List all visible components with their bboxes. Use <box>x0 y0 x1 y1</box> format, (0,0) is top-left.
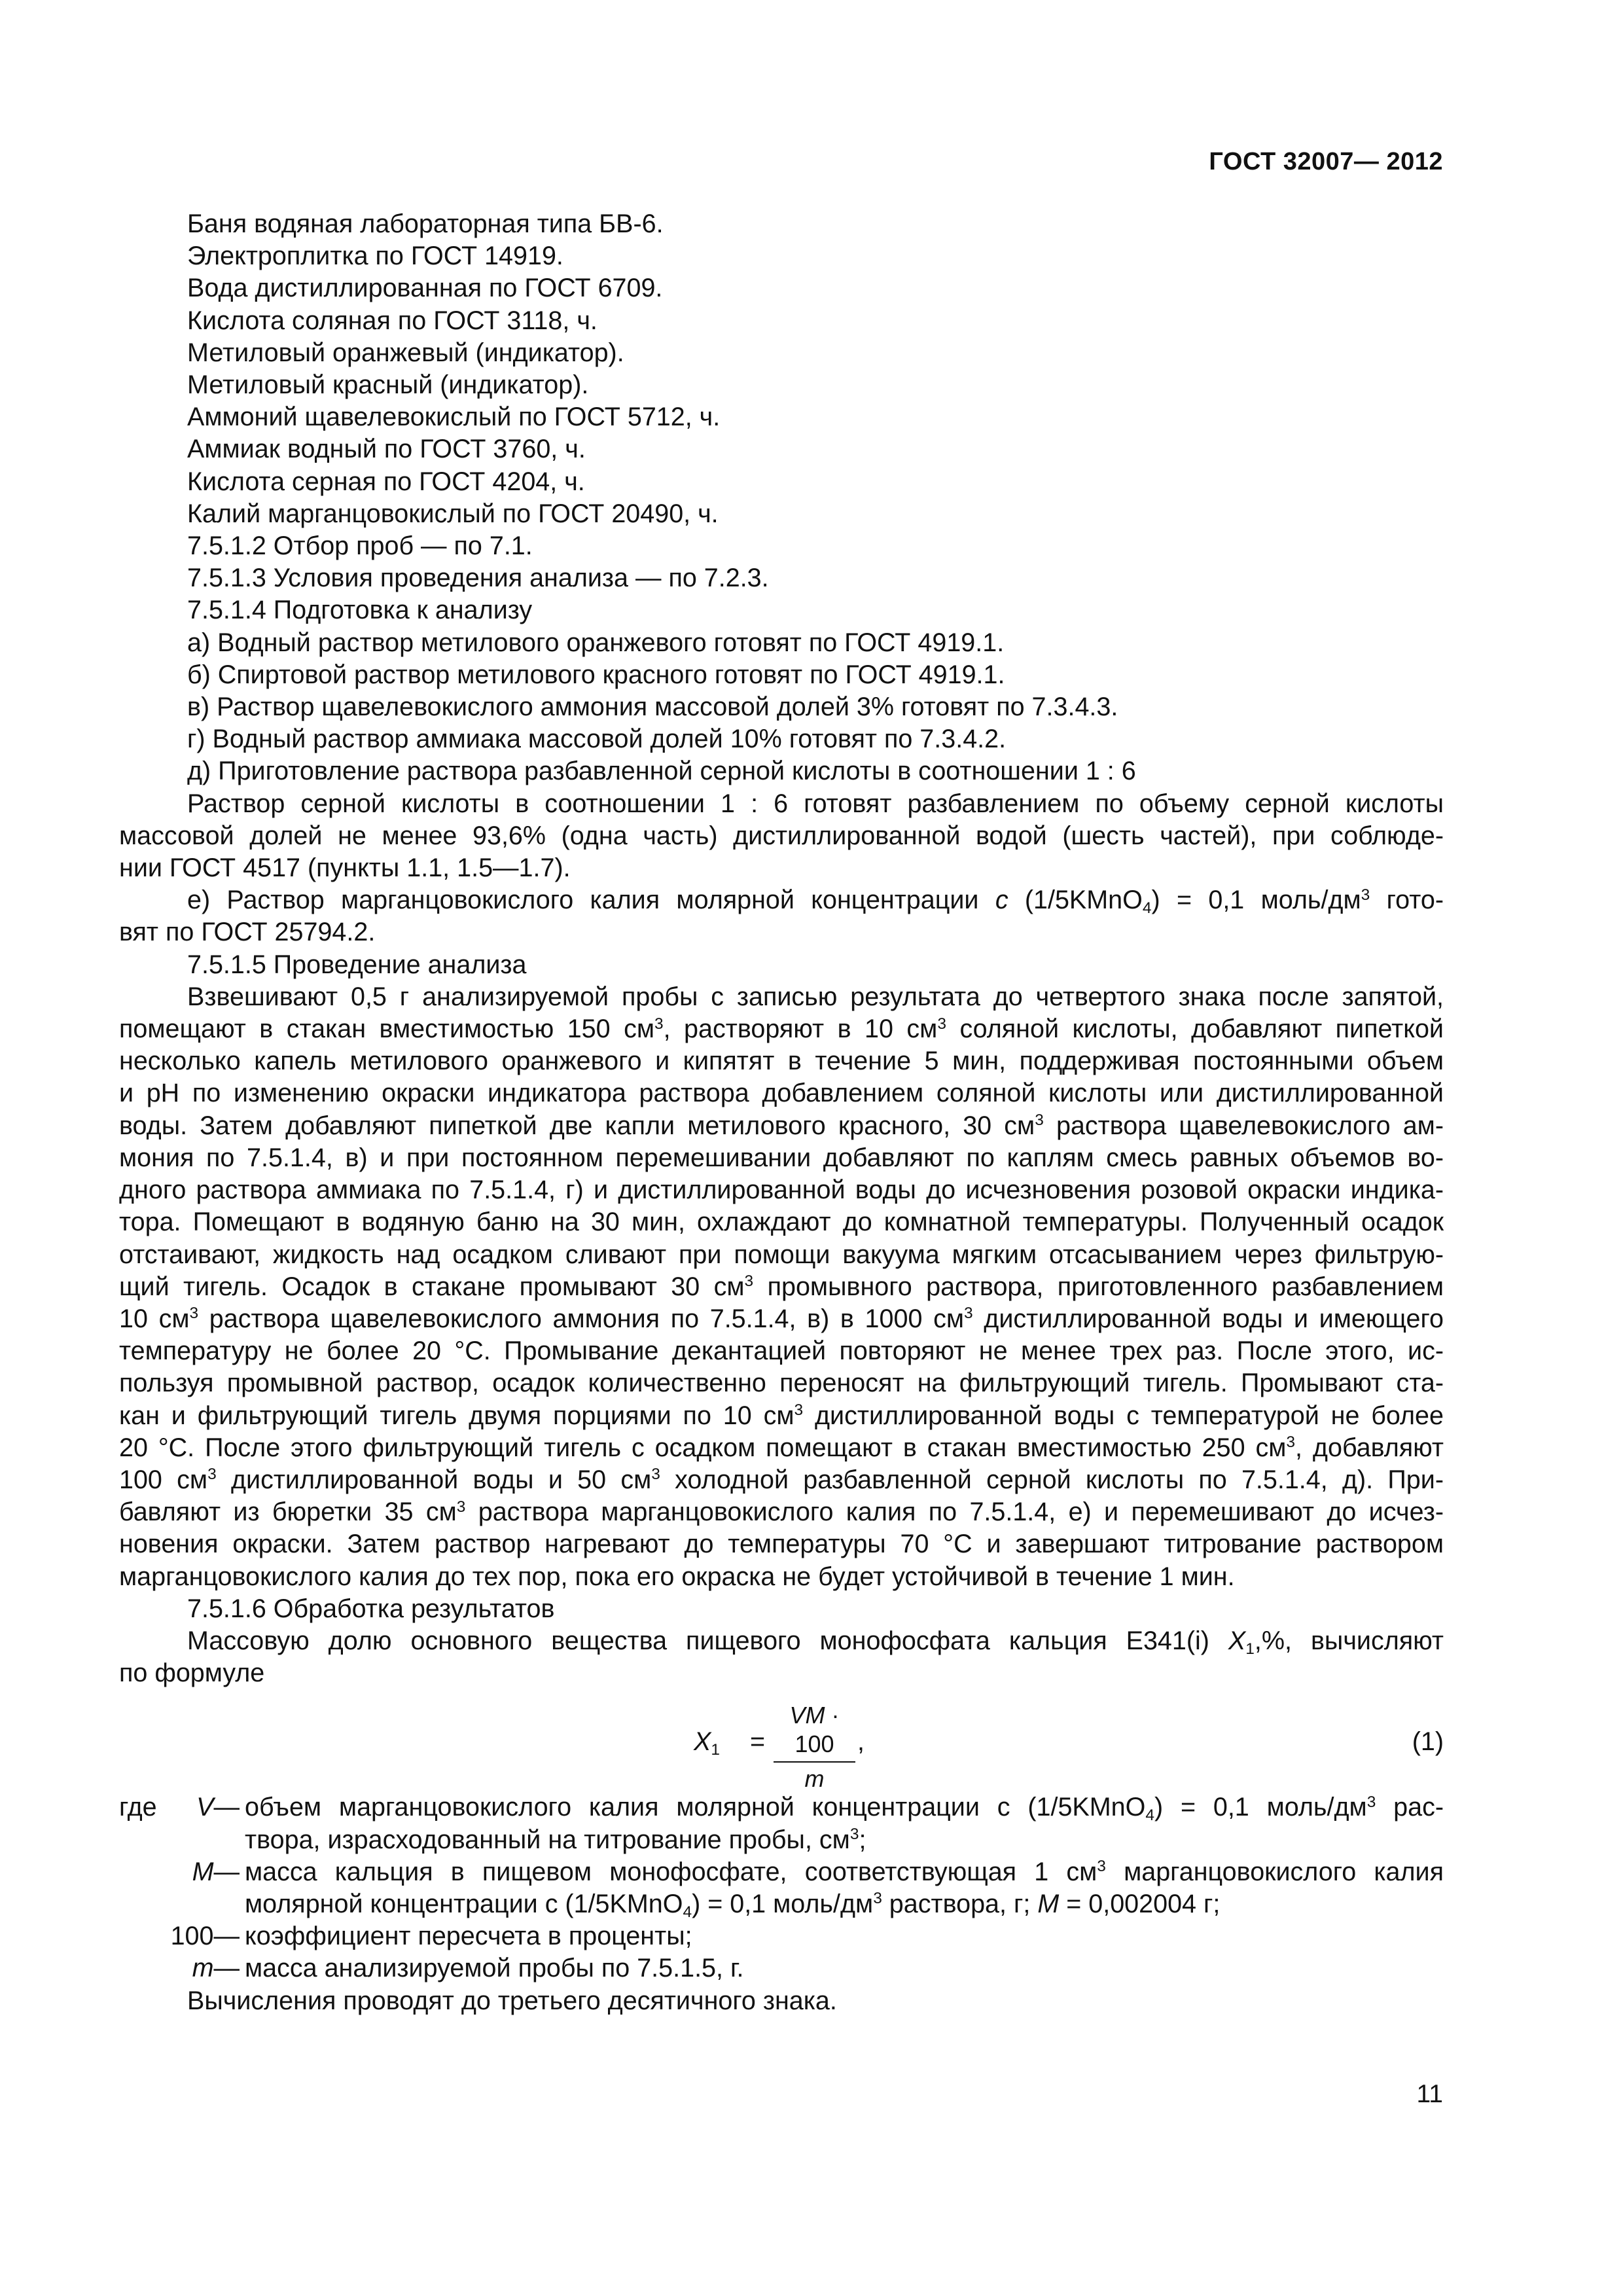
text-line: Кислота соляная по ГОСТ 3118, ч. <box>187 306 597 335</box>
text-line: Аммиак водный по ГОСТ 3760, ч. <box>187 435 586 464</box>
section-heading-7512: 7.5.1.2 Отбор проб — по 7.1. <box>187 531 533 561</box>
text-line: Метиловый оранжевый (индикатор). <box>187 338 624 367</box>
paragraph-line: по формуле <box>119 1659 265 1688</box>
text-line: Аммоний щавелевокислый по ГОСТ 5712, ч. <box>187 403 721 432</box>
paragraph-line: температуру не более 20 °С. Промывание декантацией повторяют не менее трех раз. После этого, ис- <box>119 1336 1444 1366</box>
list-item: в) Раствор щавелевокислого аммония массовой долей 3% готовят по 7.3.4.3. <box>187 692 1118 722</box>
paragraph-line: нии ГОСТ 4517 (пункты 1.1, 1.5—1.7). <box>119 853 571 883</box>
formula-definitions <box>119 1791 1444 1984</box>
paragraph-line: Взвешивают 0,5 г анализируемой пробы с записью результата до четвертого знака после запятой, <box>187 982 1444 1011</box>
section-heading-7513: 7.5.1.3 Условия проведения анализа — по 7.2.3. <box>187 564 769 593</box>
paragraph-line: е) Раствор марганцовокислого калия молярной концентрации c (1/5KMnO$_4$) = 0,1 моль/$дм^3$ гото- <box>187 886 1444 918</box>
list-item: г) Водный раствор аммиака массовой долей 10% готовят по 7.3.4.2. <box>187 725 1007 754</box>
section-heading-7516: 7.5.1.6 Обработка результатов <box>187 1594 555 1623</box>
section-heading-7514: 7.5.1.4 Подготовка к анализу <box>187 596 533 625</box>
text-line: Калий марганцовокислый по ГОСТ 20490, ч. <box>187 499 719 528</box>
formula-equals: = <box>750 1727 766 1757</box>
list-item: д) Приготовление раствора разбавленной серной кислоты в соотношении 1 : 6 <box>187 757 1136 786</box>
paragraph-line: бавляют из бюретки 35 $см^3$ раствора марганцовокислого калия по 7.5.1.4, е) и перемешивают до исчез- <box>119 1498 1444 1527</box>
text-line: Кислота серная по ГОСТ 4204, ч. <box>187 467 585 496</box>
paragraph-line: воды. Затем добавляют пипеткой две капли метилового красного, 30 $см^3$ раствора щавелевокислого ам- <box>119 1111 1444 1140</box>
formula-denominator: m <box>804 1765 825 1793</box>
formula-numerator: VM · 100 <box>774 1701 855 1763</box>
paragraph-line: мония по 7.5.1.4, в) и при постоянном перемешивании добавляют по каплям смесь равных объемов во- <box>119 1143 1444 1172</box>
definition-item: 100 — коэффициент пересчета в проценты; <box>170 1922 692 1951</box>
paragraph-line: Массовую долю основного вещества пищевого монофосфата кальция Е341(i) $X_1,\%$, вычисляют <box>187 1626 1444 1658</box>
paragraph-line: марганцовокислого калия до тех пор, пока его окраска не будет устойчивой в течение 1 мин. <box>119 1562 1235 1591</box>
paragraph-line: новения окраски. Затем раствор нагревают до температуры 70 °С и завершают титрование раствором <box>119 1530 1444 1559</box>
paragraph-line: вят по ГОСТ 25794.2. <box>119 918 376 947</box>
final-note: Вычисления проводят до третьего десятичного знака. <box>187 1986 837 2015</box>
formula-1 <box>119 1701 1444 1793</box>
paragraph-line: Раствор серной кислоты в соотношении 1 : 6 готовят разбавлением по объему серной кислоты <box>187 789 1444 818</box>
document-body <box>119 208 1444 2017</box>
list-item: а) Водный раствор метилового оранжевого готовят по ГОСТ 4919.1. <box>187 628 1005 657</box>
formula-number: (1) <box>1412 1727 1444 1757</box>
paragraph-line: отстаивают, жидкость над осадком сливают при помощи вакуума мягким отсасыванием через фильтрую- <box>119 1240 1444 1269</box>
paragraph-line: несколько капель метилового оранжевого и кипятят в течение 5 мин, поддерживая постоянными объем <box>119 1047 1444 1076</box>
list-item: б) Спиртовой раствор метилового красного готовят по ГОСТ 4919.1. <box>187 660 1005 689</box>
paragraph-line: 100 $см^3$ дистиллированной воды и 50 $см^3$ холодной разбавленной серной кислоты по 7.5.1.4, д). При- <box>119 1465 1444 1494</box>
paragraph-line: и рН по изменению окраски индикатора раствора добавлением соляной кислоты или дистиллированной <box>119 1079 1444 1108</box>
paragraph-line: массовой долей не менее 93,6% (одна часть) дистиллированной водой (шесть частей), при соблюде- <box>119 821 1444 850</box>
paragraph-line: пользуя промывной раствор, осадок количественно переносят на фильтрующий тигель. Промывают ста- <box>119 1369 1444 1398</box>
text-line: Электроплитка по ГОСТ 14919. <box>187 242 563 271</box>
definition-item: m — масса анализируемой пробы по 7.5.1.5, г. <box>192 1954 744 1983</box>
section-heading-7515: 7.5.1.5 Проведение анализа <box>187 950 527 979</box>
text-line: Метиловый красный (индикатор). <box>187 370 589 400</box>
text-line: Вода дистиллированная по ГОСТ 6709. <box>187 274 663 303</box>
page-number: 11 <box>1416 2080 1443 2108</box>
paragraph-line: дного раствора аммиака по 7.5.1.4, г) и дистиллированной воды до исчезновения розовой окраски индика- <box>119 1175 1444 1205</box>
text-line: Баня водяная лабораторная типа БВ-6. <box>187 209 664 238</box>
paragraph-line: 10 $см^3$ раствора щавелевокислого аммония по 7.5.1.4, в) в 1000 $см^3$ дистиллированной воды и имеющего <box>119 1304 1444 1333</box>
formula-comma: , <box>857 1727 865 1757</box>
paragraph-line: щий тигель. Осадок в стакане промывают 30 $см^3$ промывного раствора, приготовленного разбавлением <box>119 1272 1444 1301</box>
formula-lhs: $X_1$ <box>694 1727 720 1759</box>
definition-item: где V — объем марганцовокислого калия молярной концентрации с (1/5KMnO$_4$) = 0,1 моль/$дм^3$ рас- твора, израсходованный на титрование пробы, $см^3$; <box>119 1793 1444 1854</box>
document-header: ГОСТ 32007— 2012 <box>1209 148 1443 175</box>
formula-fraction <box>774 1701 855 1795</box>
paragraph-line: 20 °С. После этого фильтрующий тигель с осадком помещают в стакан вместимостью 250 $см^3$, добавляют <box>119 1433 1444 1462</box>
paragraph-line: тора. Помещают в водяную баню на 30 мин, охлаждают до комнатной температуры. Полученный осадок <box>119 1208 1444 1237</box>
paragraph-line: помещают в стакан вместимостью 150 $см^3$, растворяют в 10 $см^3$ соляной кислоты, добавляют пипеткой <box>119 1014 1444 1044</box>
definition-item: M — масса кальция в пищевом монофосфате, соответствующая 1 $см^3$ марганцовокислого калия молярной концентрации с (1/5KMnO$_4$) = 0,1 моль/$дм^3$ раствора, г; M = 0,002004 г; <box>192 1857 1444 1921</box>
paragraph-line: кан и фильтрующий тигель двумя порциями по 10 $см^3$ дистиллированной воды с температурой не более <box>119 1401 1444 1430</box>
